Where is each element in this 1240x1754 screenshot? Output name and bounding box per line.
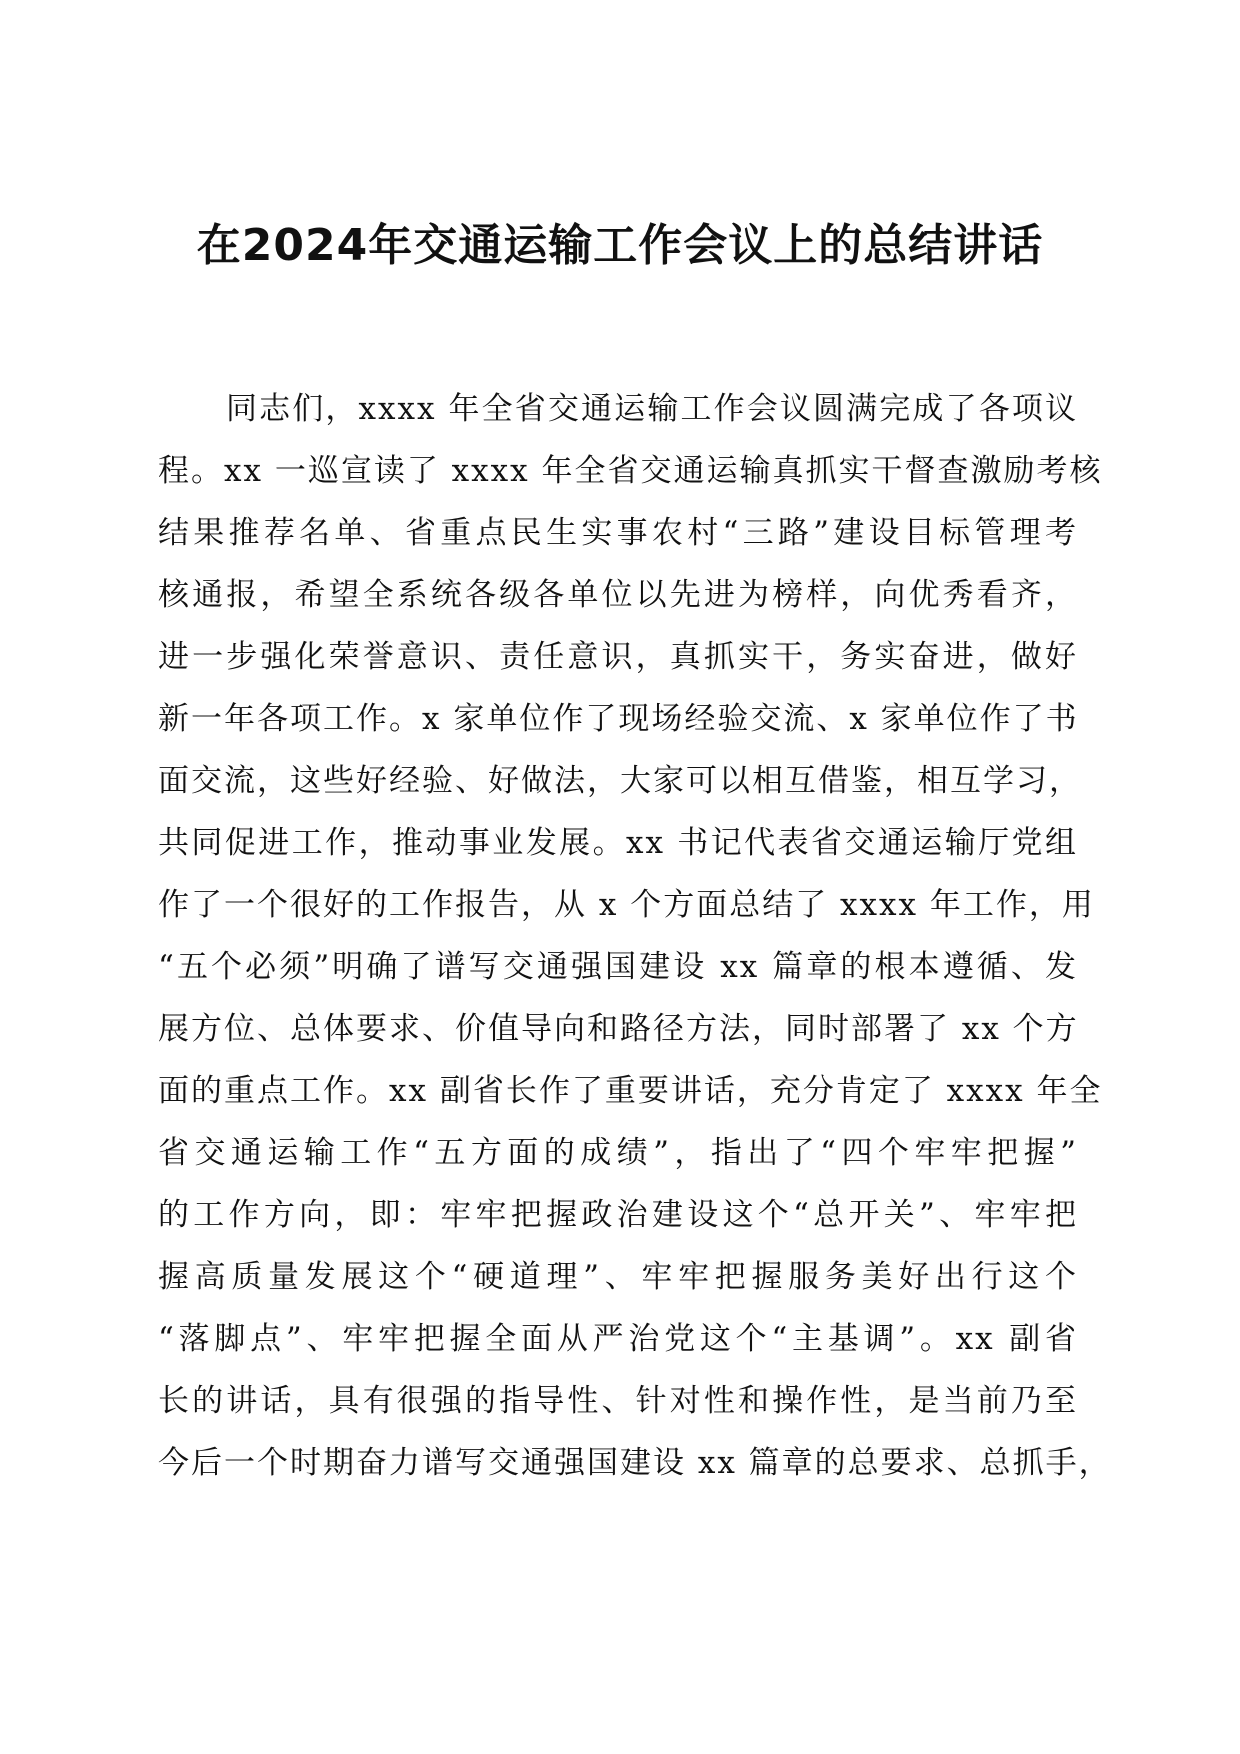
paragraph-line: 的工作方向，即：牢牢把握政治建设这个“总开关”、牢牢把 xyxy=(158,1197,1078,1233)
paragraph-line: 面交流，这些好经验、好做法，大家可以相互借鉴，相互学习， xyxy=(158,763,1082,799)
paragraph-line: 长的讲话，具有很强的指导性、针对性和操作性，是当前乃至 xyxy=(158,1383,1078,1419)
paragraph-line: “五个必须”明确了谱写交通强国建设 xx 篇章的根本遵循、发 xyxy=(158,949,1078,985)
paragraph-line: 进一步强化荣誉意识、责任意识，真抓实干，务实奋进，做好 xyxy=(158,639,1078,675)
paragraph-line: 展方位、总体要求、价值导向和路径方法，同时部署了 xx 个方 xyxy=(158,1011,1079,1047)
paragraph-line: 同志们，xxxx 年全省交通运输工作会议圆满完成了各项议 xyxy=(226,391,1078,427)
paragraph-line: 面的重点工作。xx 副省长作了重要讲话，充分肯定了 xxxx 年全 xyxy=(158,1073,1103,1109)
paragraph-line: 新一年各项工作。x 家单位作了现场经验交流、x 家单位作了书 xyxy=(158,701,1079,737)
paragraph-line: 作了一个很好的工作报告，从 x 个方面总结了 xxxx 年工作，用 xyxy=(158,887,1095,923)
paragraph-line: 结果推荐名单、省重点民生实事农村“三路”建设目标管理考 xyxy=(158,515,1078,551)
paragraph-line: 程。xx 一巡宣读了 xxxx 年全省交通运输真抓实干督查激励考核 xyxy=(158,453,1103,489)
paragraph-line: 握高质量发展这个“硬道理”、牢牢把握服务美好出行这个 xyxy=(158,1259,1078,1295)
document-body xyxy=(158,378,1112,1494)
paragraph-line: 今后一个时期奋力谱写交通强国建设 xx 篇章的总要求、总抓手， xyxy=(158,1445,1112,1481)
paragraph-line: 核通报，希望全系统各级各单位以先进为榜样，向优秀看齐， xyxy=(158,577,1078,613)
document-title: 在2024年交通运输工作会议上的总结讲话 xyxy=(196,220,1044,271)
paragraph-line: “落脚点”、牢牢把握全面从严治党这个“主基调”。xx 副省 xyxy=(158,1321,1078,1357)
paragraph-line: 共同促进工作，推动事业发展。xx 书记代表省交通运输厅党组 xyxy=(158,825,1078,861)
paragraph-line: 省交通运输工作“五方面的成绩”，指出了“四个牢牢把握” xyxy=(158,1135,1078,1171)
